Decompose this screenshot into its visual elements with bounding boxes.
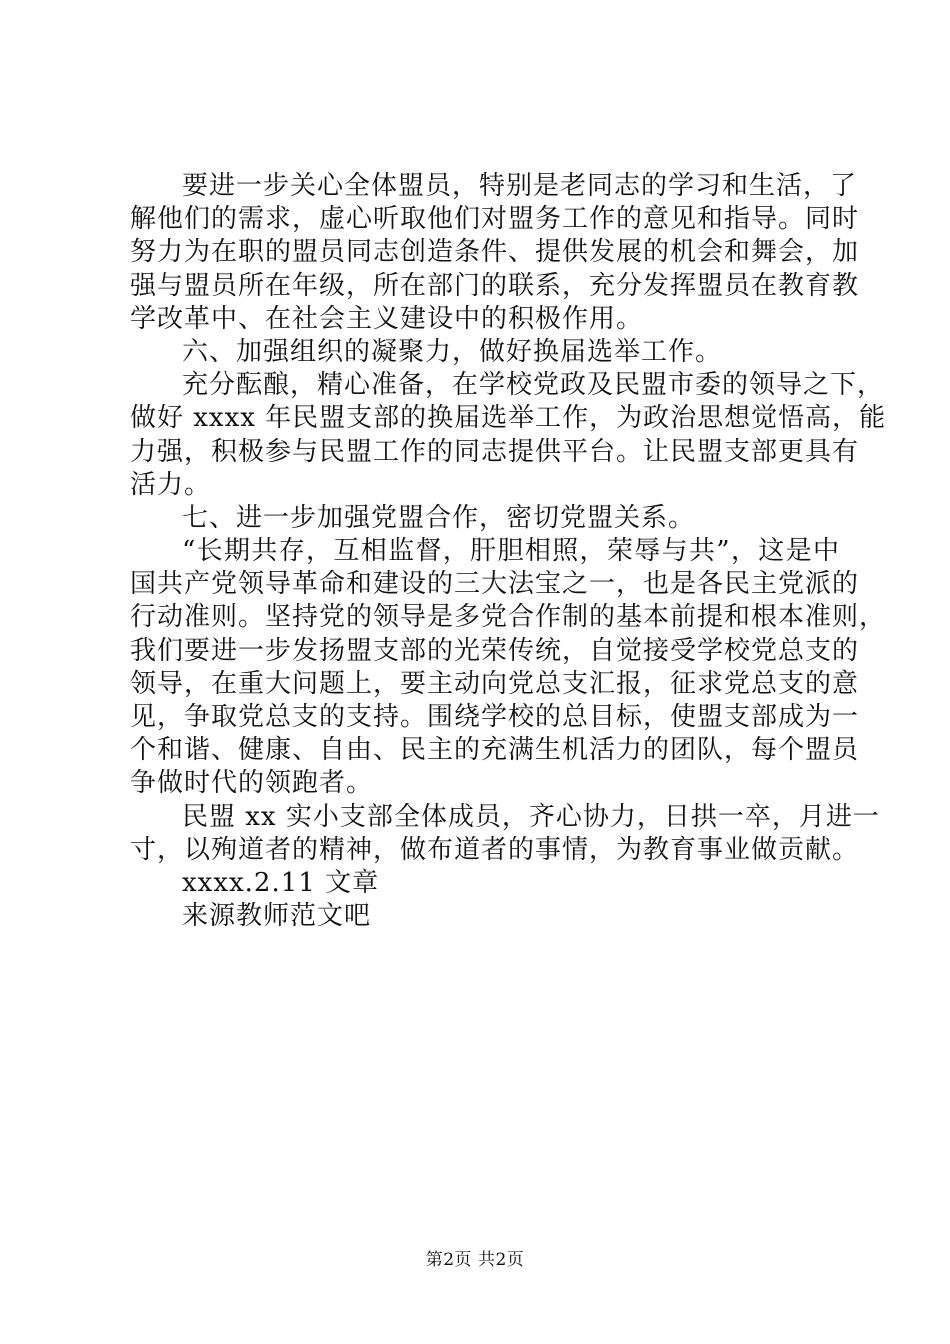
paragraph-line: 充分酝酿，精心准备，在学校党政及民盟市委的领导之下，	[182, 370, 885, 401]
paragraph-line: 力强，积极参与民盟工作的同志提供平台。让民盟支部更具有	[130, 436, 860, 467]
paragraph-line: 做好 xxxx 年民盟支部的换届选举工作，为政治思想觉悟高，能	[130, 403, 887, 434]
paragraph-line: “长期共存，互相监督，肝胆相照，荣辱与共”，这是中	[182, 536, 840, 567]
source-line: 来源教师范文吧	[182, 901, 372, 932]
paragraph-line: 国共产党领导革命和建设的三大法宝之一，也是各民主党派的	[130, 569, 860, 600]
paragraph-line: 我们要进一步发扬盟支部的光荣传统，自觉接受学校党总支的	[130, 635, 860, 666]
paragraph-line: 解他们的需求，虚心听取他们对盟务工作的意见和指导。同时	[130, 204, 860, 235]
paragraph-line: 活力。	[130, 469, 212, 500]
section-heading: 七、进一步加强党盟合作，密切党盟关系。	[182, 502, 696, 533]
date-line: xxxx.2.11 文章	[182, 867, 380, 898]
section-heading: 六、加强组织的凝聚力，做好换届选举工作。	[182, 336, 723, 367]
paragraph-line: 见，争取党总支的支持。围绕学校的总目标，使盟支部成为一	[130, 702, 860, 732]
paragraph-line: 努力为在职的盟员同志创造条件、提供发展的机会和舞会，加	[130, 237, 860, 268]
paragraph-line: 强与盟员所在年级，所在部门的联系，充分发挥盟员在教育教	[130, 270, 860, 301]
paragraph-line: 领导，在重大问题上，要主动向党总支汇报，征求党总支的意	[130, 668, 860, 699]
paragraph-line: 个和谐、健康、自由、民主的充满生机活力的团队，每个盟员	[130, 735, 860, 766]
paragraph-line: 学改革中、在社会主义建设中的积极作用。	[130, 303, 644, 334]
document-body	[130, 170, 887, 933]
paragraph-line: 行动准则。坚持党的领导是多党合作制的基本前提和根本准则，	[130, 602, 887, 633]
paragraph-line: 民盟 xx 实小支部全体成员，齐心协力，日拱一卒，月进一	[182, 801, 880, 832]
paragraph-line: 要进一步关心全体盟员，特别是老同志的学习和生活，了	[182, 171, 858, 201]
paragraph-line: 争做时代的领跑者。	[130, 768, 374, 799]
page-number-footer: 第2页 共2页	[425, 1250, 525, 1270]
paragraph-line: 寸，以殉道者的精神，做布道者的事情，为教育事业做贡献。	[130, 834, 860, 865]
